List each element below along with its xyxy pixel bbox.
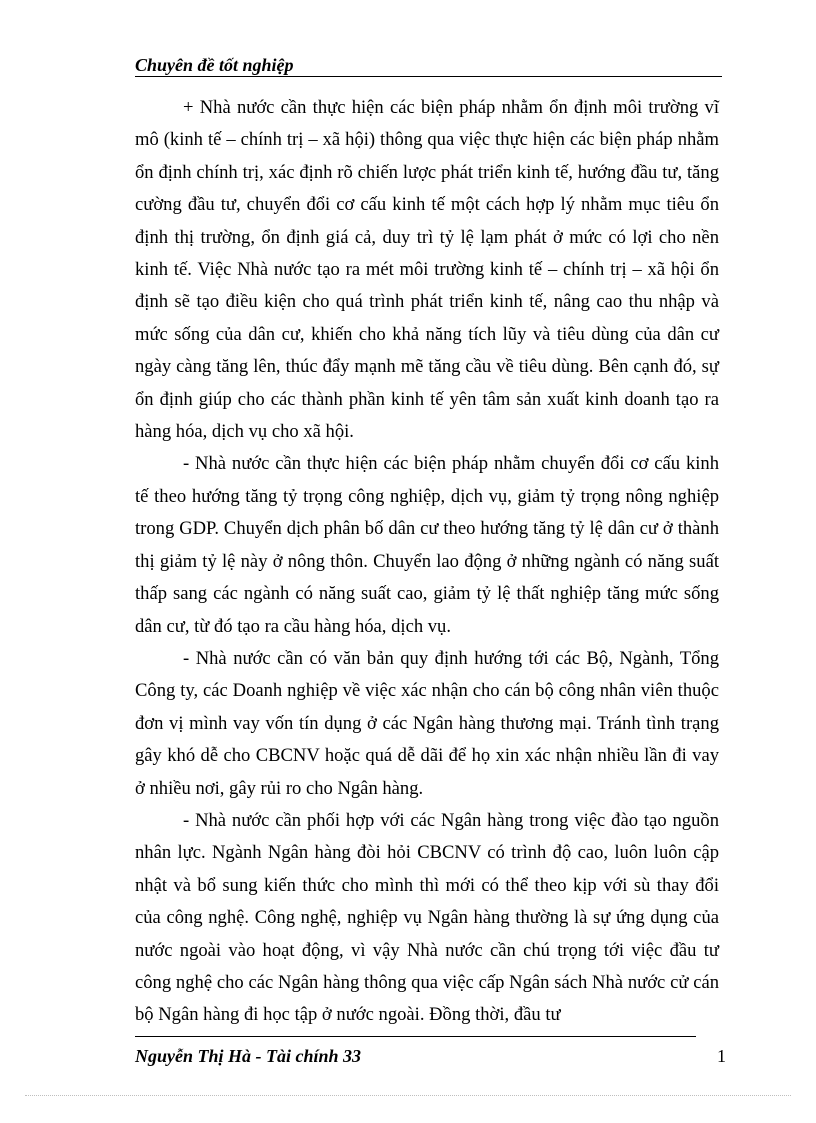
paragraph-human-resources: - Nhà nước cần phối hợp với các Ngân hàng trong việc đào tạo nguồn nhân lực. Ngành Ngân hàng đòi hỏi CBCNV có trình độ cao, luôn luôn cập nhật và bổ sung kiến thức cho mình thì mới có thể theo kịp với sù thay đổi của công nghệ. Công nghệ, nghiệp vụ Ngân hàng thường là sự ứng dụng của nước ngoài vào hoạt động, vì vậy Nhà nước cần chú trọng tới việc đầu tư công nghệ cho các Ngân hàng thông qua việc cấp Ngân sách Nhà nước cử cán bộ Ngân hàng đi học tập ở nước ngoài. Đồng thời, đầu tư bbox=[135, 809, 719, 1026]
paragraph-economic-restructuring: - Nhà nước cần thực hiện các biện pháp nhằm chuyển đổi cơ cấu kinh tế theo hướng tăng tỷ trọng công nghiệp, dịch vụ, giảm tỷ trọng nông nghiệp trong GDP. Chuyển dịch phân bố dân cư theo hướng tăng tỷ lệ dân cư ở thành thị giảm tỷ lệ này ở nông thôn. Chuyển lao động ở những ngành có năng suất thấp sang các ngành có năng suất cao, giảm tỷ lệ thất nghiệp tăng mức sống dân cư, từ đó tạo ra cầu hàng hóa, dịch vụ. bbox=[135, 453, 719, 637]
page-header-title: Chuyên đề tốt nghiệp bbox=[135, 55, 294, 75]
document-body bbox=[135, 92, 719, 1032]
header-divider bbox=[135, 76, 722, 77]
paragraph-loan-confirmation: - Nhà nước cần có văn bản quy định hướng tới các Bộ, Ngành, Tổng Công ty, các Doanh nghiệp về việc xác nhận cho cán bộ công nhân viên thuộc đơn vị mình vay vốn tín dụng ở các Ngân hàng thương mại. Tránh tình trạng gây khó dễ cho CBCNV hoặc quá dễ dãi để họ xin xác nhận nhiều lần đi vay ở nhiều nơi, gây rủi ro cho Ngân hàng. bbox=[135, 647, 719, 799]
page-bottom-dotted-line bbox=[25, 1095, 791, 1096]
footer-author: Nguyễn Thị Hà - Tài chính 33 bbox=[135, 1046, 362, 1066]
paragraph-macro-stability: + Nhà nước cần thực hiện các biện pháp nhằm ổn định môi trường vĩ mô (kinh tế – chính trị – xã hội) thông qua việc thực hiện các biện pháp nhằm ổn định chính trị, xác định rõ chiến lược phát triển kinh tế, hướng đầu tư, tăng cường đầu tư, chuyển đổi cơ cấu kinh tế một cách hợp lý nhằm mục tiêu ổn định thị trường, ổn định giá cả, duy trì tỷ lệ lạm phát ở mức có lợi cho nền kinh tế. Việc Nhà nước tạo ra mét môi trường kinh tế – chính trị – xã hội ổn định sẽ tạo điều kiện cho quá trình phát triển kinh tế, nâng cao thu nhập và mức sống của dân cư, khiến cho khả năng tích lũy và tiêu dùng của dân cư ngày càng tăng lên, thúc đẩy mạnh mẽ tăng cầu về tiêu dùng. Bên cạnh đó, sự ổn định giúp cho các thành phần kinh tế yên tâm sản xuất kinh doanh tạo ra hàng hóa, dịch vụ cho xã hội. bbox=[135, 97, 719, 443]
page-number: 1 bbox=[717, 1046, 726, 1066]
footer-divider bbox=[135, 1036, 696, 1037]
